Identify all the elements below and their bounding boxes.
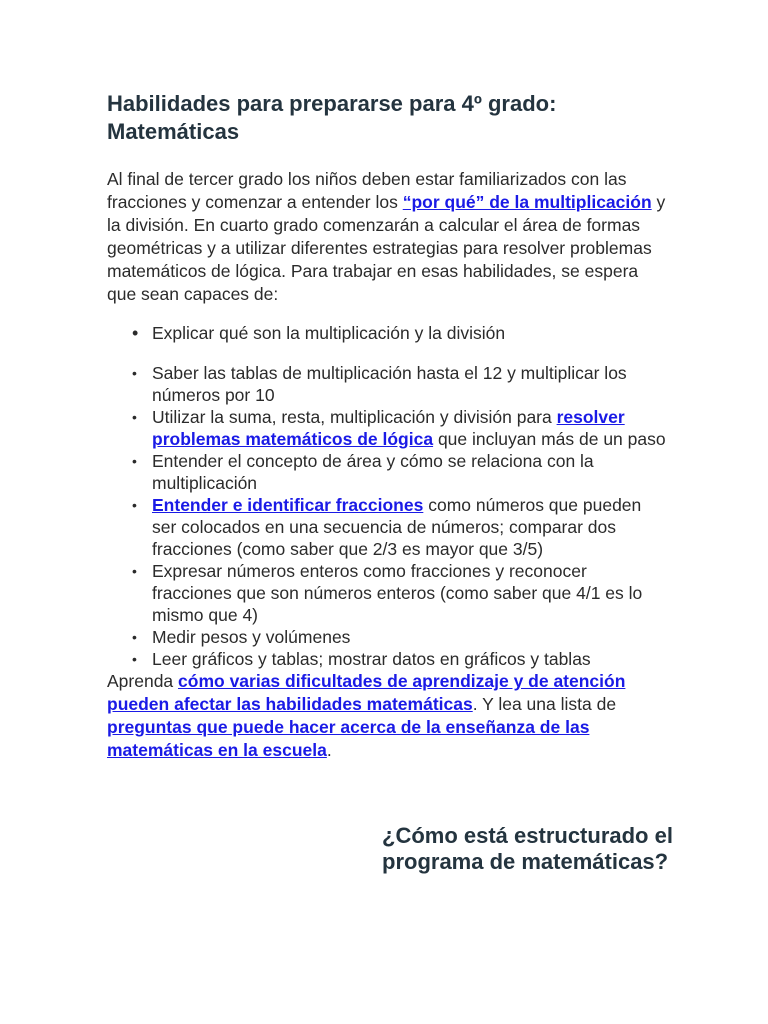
bullet-icon: • [132, 453, 137, 469]
bullet-icon: • [132, 651, 137, 667]
list-item-text-pre: Utilizar la suma, resta, multiplicación y división para [152, 407, 557, 427]
bullet-icon: • [132, 409, 137, 425]
bullet-icon: • [132, 563, 137, 579]
list-item-text-post: que incluyan más de un paso [433, 429, 666, 449]
list-item [132, 560, 667, 626]
intro-text-1: Al final de tercer grado los niños deben estar familiarizados con las fracciones y comenzar a entender los [107, 169, 627, 212]
list-item-text: Entender el concepto de área y cómo se relaciona con la multiplicación [152, 451, 594, 493]
list-item [132, 450, 667, 494]
list-item [132, 362, 667, 406]
list-item-text: Leer gráficos y tablas; mostrar datos en gráficos y tablas [152, 649, 591, 669]
list-item-text-post: como números que pueden ser colocados en una secuencia de números; comparar dos fracciones (como saber que 2/3 es mayor que 3/5) [152, 495, 642, 559]
bullet-icon: • [132, 497, 137, 513]
teaching-questions-link[interactable]: preguntas que puede hacer acerca de la enseñanza de las matemáticas en la escuela [107, 717, 590, 760]
fractions-link[interactable]: Entender e identificar fracciones [152, 495, 424, 515]
list-item [132, 322, 667, 344]
page-title-line1: Habilidades para prepararse para 4º grado: [107, 91, 557, 116]
bullet-icon: • [132, 365, 137, 381]
outro-text-1: Aprenda [107, 671, 179, 691]
page-title-line2: Matemáticas [107, 119, 240, 144]
list-item [132, 494, 667, 560]
section-heading: ¿Cómo está estructurado el programa de matemáticas? [382, 823, 673, 874]
list-item-text: Saber las tablas de multiplicación hasta el 12 y multiplicar los números por 10 [152, 363, 627, 405]
outro-text-3: . [326, 740, 332, 760]
list-item [132, 626, 667, 648]
outro-text-2: . Y lea una lista de [472, 694, 617, 714]
article [107, 90, 667, 762]
skills-list [107, 322, 667, 670]
multiplication-why-link[interactable]: “por qué” de la multiplicación [402, 192, 652, 212]
list-item-text: Expresar números enteros como fracciones y reconocer fracciones que son números enteros (como saber que 4/1 es lo mismo que 4) [152, 561, 643, 625]
page-title [107, 90, 667, 146]
list-item-text: Medir pesos y volúmenes [152, 627, 351, 647]
list-item [132, 406, 667, 450]
learning-difficulties-link[interactable]: cómo varias dificultades de aprendizaje y de atención pueden afectar las habilidades matemáticas [107, 671, 626, 714]
outro-paragraph [107, 670, 667, 762]
intro-text-2: y la división. En cuarto grado comenzarán a calcular el área de formas geométricas y a utilizar diferentes estrategias para resolver problemas matemáticos de lógica. Para trabajar en esas habilidades, se espera que sean capaces de: [107, 192, 666, 304]
list-item [132, 648, 667, 670]
intro-paragraph [107, 168, 667, 306]
bullet-icon: • [132, 323, 139, 343]
list-item-text: Explicar qué son la multiplicación y la división [152, 323, 506, 343]
logic-problems-link[interactable]: resolver problemas matemáticos de lógica [152, 407, 625, 449]
bullet-icon: • [132, 629, 137, 645]
